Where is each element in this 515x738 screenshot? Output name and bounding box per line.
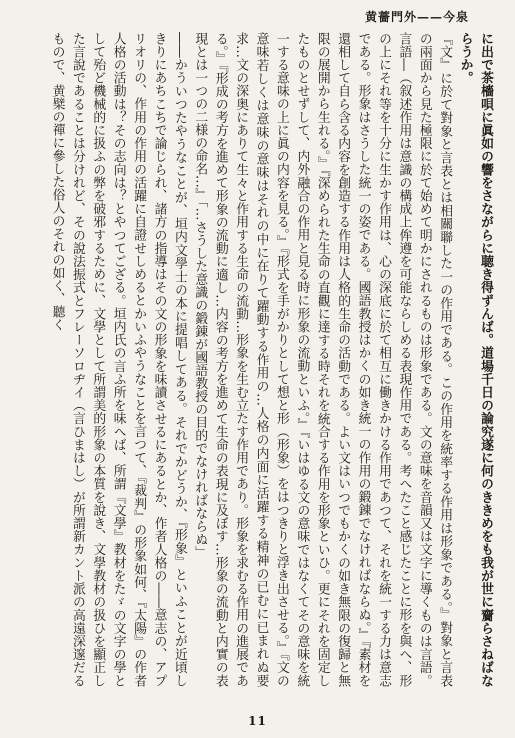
paragraph-3: ――かういつたやうなことが、垣内文學士の本に提唱してある。それでかどうか、『形象』といふことが近頃しきりにあちこちで論じられ、諸方の指導はその文の形象を味讀させるにあるとか、作者人格の――意志の、アプリオリの、作用の作用の活躍に自證せしめるとかいふやうなことを言つて、『裁判』の形象如何、『太陽』の作者人格の活動は？その志向は？とやつてござる。垣内氏の言ふ所を味へば、所謂『文學』教材をたゞの文字の學として殆ど機械的に扱ふの弊を破邪するために、文學として所謂美的形象の本質を說き、文學教材の扱ひを顯正した言說であることは分けれど、その說法振式とフレーソロヂイ（言ひまはし）が所謂新カント派の高遠深邃だるもので、黄檗の禪に參した俗人のそれの如く、聽く (49, 32, 187, 687)
paragraph-1: に出で茶檣唄に眞如の響をさながらに聴き得ずんば。道場千日の論究遂に何のききめをも我が世に齎らさねばならうか。 (457, 32, 493, 687)
vertical-body-text (25, 32, 495, 687)
paragraph-2: 『文』に於て對象と言表とは相關聯した一の作用である。この作用を統率する作用は形象である。』對象と言表の兩面から見た極限に於て始めて明かにされるものは形象である。文の意味を音韻又は文字に導くものは言語。言語―（叙述作用は意識の構成上侔遵を可能ならしめる表現作用である。考へたこと感じたことに形を與へ、形の上にそれ等を十分に生かす作用は、心の深底に於て相互に働きかける作用であつて、それを統一する力は意志である。形象はさうした統一の姿である。國語教授はかくの如き統一の作用の鍛錬でなければならぬ。』『素材を還相して自ら含る内容を創造する作用は人格的生命の活動である。よい文はいつでもかくの如き無限の復歸と無限の展開から生れる。』『深められた生命の直觀に達する時それを統合する作用を形象といひ。更にそれを固定したものとせずして、内外融合の作用と見る時に形象の流動といふ。』『いはゆる文の意味ではなくてその意味を統一する意味の上に眞の内容を見る。』『形式を手がかりとして想と形（形象）をはつきりと浮き出させる。』『文の意味若しくは意味の意味はそれの中に在りて躍動する作用の…人格の内面に活躍する精神の已むに已まれぬ要求…文の深奥にありて生々と作用する生命の流動…形象を生む立たす作用であり。形象を求むる作用の進展である。』『形成の考方を進めて形象の流動に適し…内容の考方を進めて生命の表現に及ぼす…形象の流動と内實の表現とは一つの二様の命名…』「…さうした意識の鍛錬が國語教授の目的でなければならぬ」 (192, 32, 453, 687)
page-number: 11 (248, 714, 267, 728)
running-header: 黄薔門外——今泉 (364, 10, 469, 24)
